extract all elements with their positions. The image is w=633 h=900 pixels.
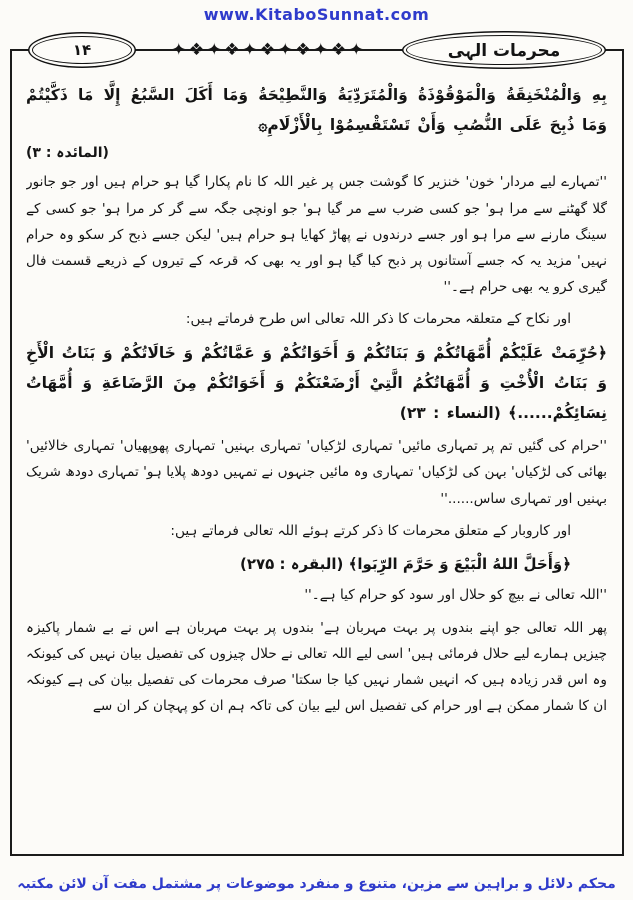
quran-verse-maidah: بِهِ وَالْمُنْخَنِقَةُ وَالْمَوْقُوْذَةُ وَالْمُتَرَدِّيَةُ وَالنَّطِيْحَةُ وَمَا أَكَلَ السَّبُعُ إِلَّا مَا ذَكَّيْتُمْ وَمَا ذُبِحَ عَلَى النُّصُبِ وَأَنْ تَسْتَقْسِمُوْا بِالْأَزْلَامِ۞ <box>26 86 607 135</box>
quran-verse-nisa: ﴿حُرِّمَتْ عَلَيْكُمْ أُمَّهَاتُكُمْ وَ بَنَاتُكُمْ وَ أَخَوَاتُكُمْ وَ عَمَّاتُكُمْ وَ خَالَاتُكُمْ وَ بَنَاتُ الْأَخِ وَ بَنَاتُ الْأُخْتِ وَ أُمَّهَاتُكُمُ الَّتِيْ أَرْضَعْنَكُمْ وَ أَخَوَاتُكُمْ مِنَ الرَّضَاعَةِ وَ أُمَّهَاتُ نِسَائِكُمْ......﴾ (النساء : ۲۳) <box>26 343 607 423</box>
closing-paragraph: پھر اللہ تعالی جو اپنے بندوں پر بہت مہربان ہے' بندوں پر بہت مہربان ہے اس نے بے شمار پاکیزہ چیزیں ہمارے لیے حلال فرمائی ہیں' اسی لیے اللہ تعالی نے حلال چیزوں کی تفصیل بیان نہیں کی کیونکہ وہ اس قدر زیادہ ہیں کہ انہیں شمار نہیں کیا جا سکتا' صرف محرمات کی تفصیل بیان کی ہے کیونکہ ان کا شمار ممکن ہے اور حرام کی تفصیل اس لیے بیان کی تاکہ ہم ان کو پہچان کر ان سے <box>26 620 607 715</box>
quran-verse-baqarah: ﴿وَأَحَلَّ اللهُ الْبَيْعَ وَ حَرَّمَ الرِّبَوا﴾ (البقرہ : ۲۷۵) <box>239 554 571 573</box>
footer-tagline: محکم دلائل و براہین سے مزین، متنوع و منفرد موضوعات پر مشتمل مفت آن لائن مکتبہ <box>17 876 616 892</box>
urdu-translation-nisa: ''حرام کی گئیں تم پر تمہاری مائیں' تمہاری لڑکیاں' تمہاری بہنیں' تمہاری پھوپھیاں' تمہاری خالائیں' بھائی کی لڑکیاں' بہن کی لڑکیاں' تمہاری وہ مائیں جنہوں نے تمہیں دودھ پلایا ہو' تمہاری دودھ شریک بہنیں اور تمہاری ساس......'' <box>26 438 607 507</box>
page-number: ۱۴ <box>72 41 92 59</box>
ornament-flourish-icon: ✦❖✦❖✦❖✦❖✦❖✦ <box>171 40 367 60</box>
book-title-cartouche <box>406 35 602 65</box>
website-url: www.KitaboSunnat.com <box>203 5 430 24</box>
section-lead-trade: اور کاروبار کے متعلق محرمات کا ذکر کرتے ہوئے اللہ تعالی فرماتے ہیں: <box>170 522 571 539</box>
book-title: محرمات الہی <box>447 40 561 61</box>
page-number-cartouche <box>32 36 132 64</box>
verse-reference-maidah: (المائدہ : ۳) <box>26 145 109 162</box>
section-lead-nikah: اور نکاح کے متعلقہ محرمات کا ذکر اللہ تعالی اس طرح فرماتے ہیں: <box>185 310 571 327</box>
urdu-translation-maidah: ''تمہارے لیے مردار' خون' خنزیر کا گوشت جس پر غیر اللہ کا نام پکارا گیا ہو حرام ہیں اور جو جانور گلا گھٹنے سے مرا ہو' جو کسی ضرب سے مر گیا ہو' جو اونچی جگہ سے گر کر مرا ہو' جو کسی کے سینگ مارنے سے مرا ہو اور جسے درندوں نے پھاڑ کھایا ہو حرام ہیں' لیکن جسے ذبح کر سکو وہ حرام نہیں' مزید یہ کہ جسے آستانوں پر ذبح کیا گیا ہو اور یہ بھی کہ قرعہ کے تیروں کے ذریعے قسمت فال گیری کرو یہ بھی حرام ہے۔'' <box>26 174 607 295</box>
page-body <box>26 80 607 852</box>
urdu-translation-baqarah: ''اللہ تعالی نے بیچ کو حلال اور سود کو حرام کیا ہے۔'' <box>304 587 607 603</box>
header-band <box>10 33 624 67</box>
